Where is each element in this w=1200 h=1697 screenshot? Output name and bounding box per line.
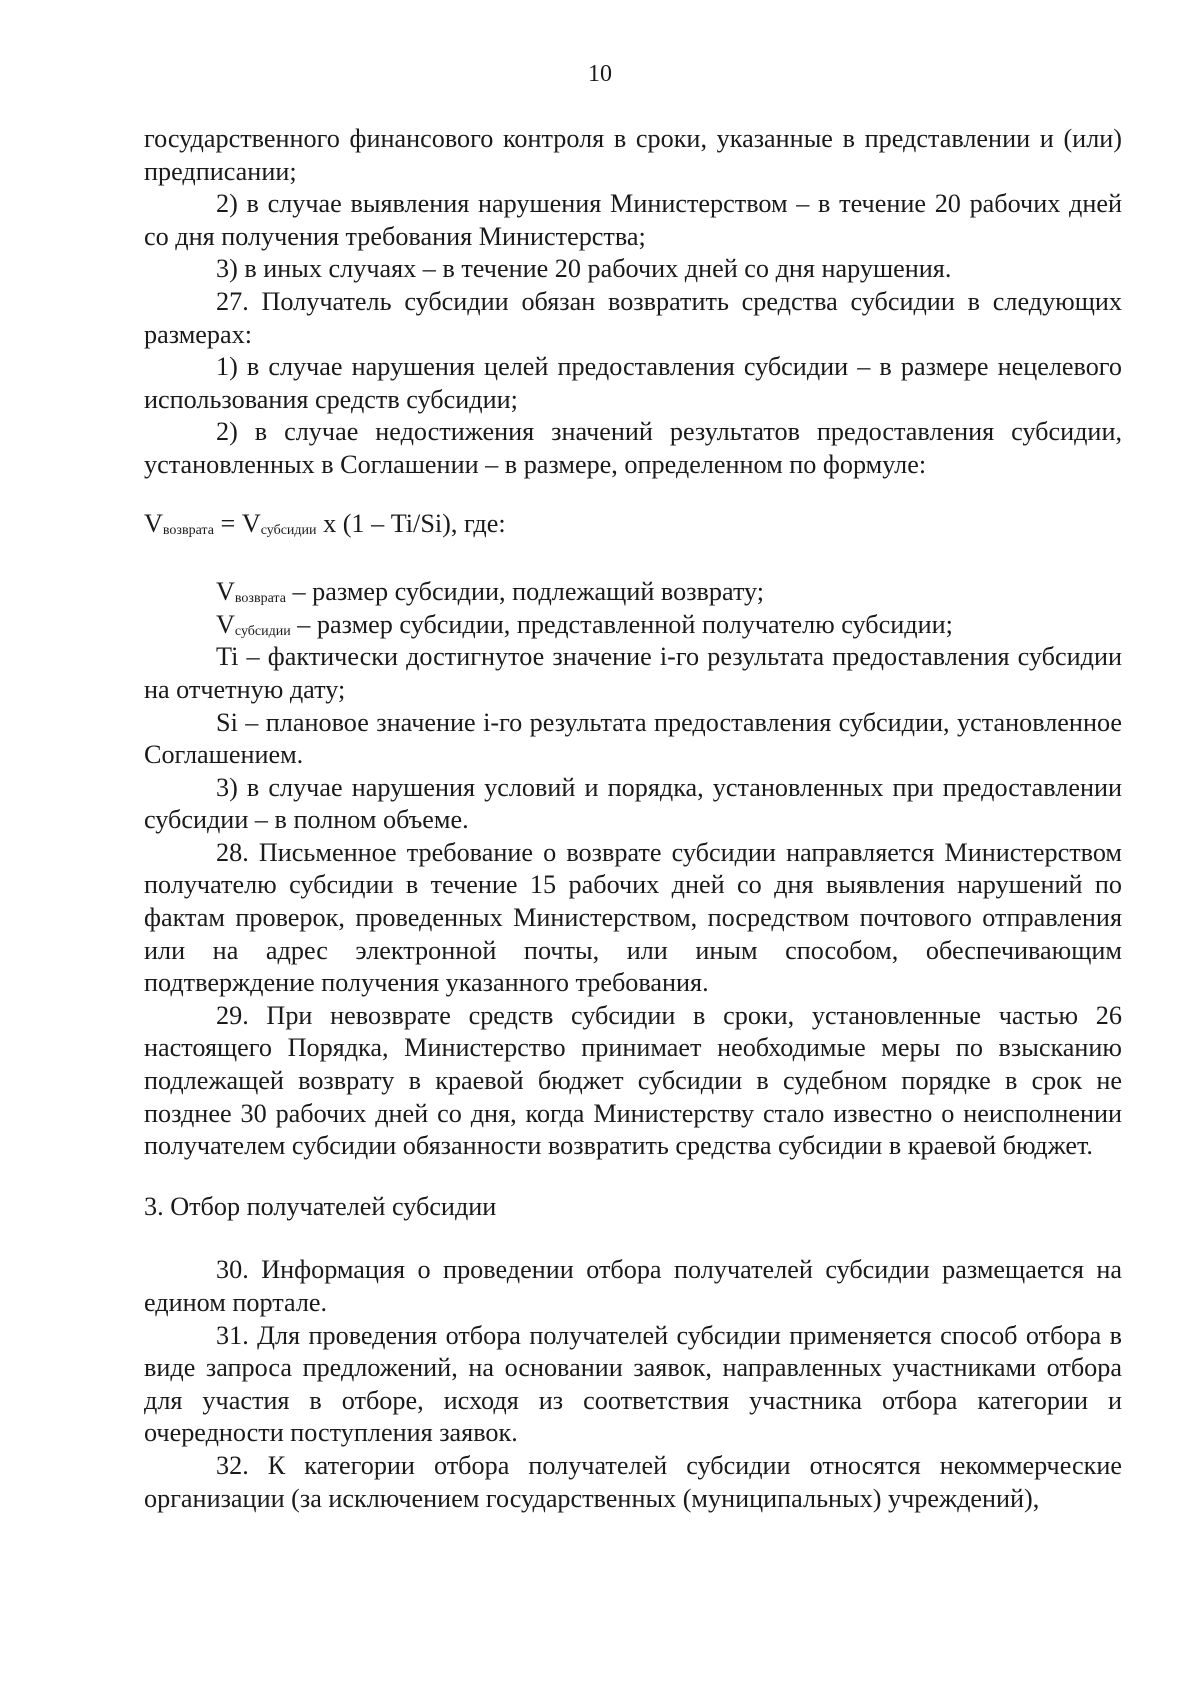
definition-si: Si – плановое значение i-го результата предоставления субсидии, установленное Соглашением. [144, 707, 1122, 770]
formula-sub-return: возврата [162, 522, 214, 538]
definition-v-subsidy [144, 609, 1122, 642]
page-number: 10 [588, 61, 612, 87]
paragraph-28: 28. Письменное требование о возврате субсидии направляется Министерством получателю субсидии в течение 15 рабочих дней со дня выявления нарушений по фактам проверок, проведенных Министерством, посредством почтового отправления или на адрес электронной почты, или иным способом, обеспечивающим подтверждение получения указанного требования. [144, 837, 1122, 998]
def-v: V [216, 577, 235, 607]
paragraph-item-3-other: 3) в иных случаях – в течение 20 рабочих дней со дня нарушения. [216, 254, 952, 284]
paragraph-27: 27. Получатель субсидии обязан возвратить средства субсидии в следующих размерах: [144, 286, 1122, 349]
formula-equals: = [213, 508, 242, 538]
paragraph-continuation: государственного финансового контроля в сроки, указанные в представлении и (или) предписании; [144, 124, 1122, 186]
formula-sub-subsidy: субсидии [260, 522, 317, 538]
paragraph-27-item-3: 3) в случае нарушения условий и порядка, установленных при предоставлении субсидии – в полном объеме. [144, 772, 1122, 835]
formula-rest: х (1 – Ti/Si), где: [316, 508, 506, 538]
paragraph-27-item-1: 1) в случае нарушения целей предоставления субсидии – в размере нецелевого использования средств субсидии; [144, 352, 1122, 414]
formula-v2: V [241, 508, 261, 538]
return-formula [144, 508, 1122, 541]
def-v2: V [216, 609, 235, 639]
formula-v: V [144, 508, 163, 538]
def-sub-subsidy: субсидии [234, 623, 291, 639]
def-v-return-text: – размер субсидии, подлежащий возврату; [285, 577, 765, 607]
document-body [144, 123, 1122, 1515]
def-sub-return: возврата [234, 591, 286, 607]
def-v-subsidy-text: – размер субсидии, представленной получателю субсидии; [290, 609, 953, 639]
paragraph-32: 32. К категории отбора получателей субсидии относятся некоммерческие организации (за исключением государственных (муниципальных) учреждений), [144, 1450, 1122, 1513]
paragraph-31: 31. Для проведения отбора получателей субсидии применяется способ отбора в виде запроса предложений, на основании заявок, направленных участниками отбора для участия в отборе, исходя из соответствия участника отбора категории и очередности поступления заявок. [144, 1320, 1122, 1448]
section-heading: 3. Отбор получателей субсидии [144, 1191, 497, 1221]
paragraph-29: 29. При невозврате средств субсидии в сроки, установленные частью 26 настоящего Порядка, Министерство принимает необходимые меры по взысканию подлежащей возврату в краевой бюджет субсидии в судебном порядке в срок не позднее 30 рабочих дней со дня, когда Министерству стало известно о неисполнении получателем субсидии обязанности возвратить средства субсидии в краевой бюджет. [144, 1000, 1122, 1161]
definition-ti: Ti – фактически достигнутое значение i-го результата предоставления субсидии на отчетную дату; [144, 642, 1122, 704]
paragraph-27-item-2: 2) в случае недостижения значений результатов предоставления субсидии, установленных в Соглашении – в размере, определенном по формуле: [144, 417, 1122, 479]
paragraph-30: 30. Информация о проведении отбора получателей субсидии размещается на едином портале. [144, 1255, 1122, 1317]
paragraph-item-2-ministry: 2) в случае выявления нарушения Министерством – в течение 20 рабочих дней со дня получения требования Министерства; [144, 189, 1122, 251]
definition-v-return [144, 576, 1122, 609]
